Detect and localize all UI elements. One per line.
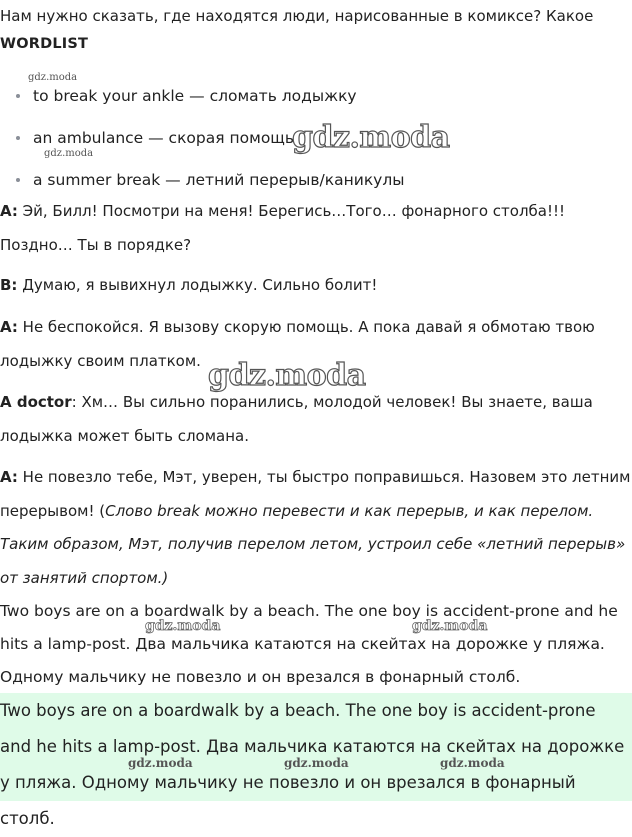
dialogue-text: Думаю, я вывихнул лодыжку. Сильно болит! [17, 276, 378, 294]
dialogue-text: Эй, Билл! Посмотри на меня! Берегись…Того… фонарного столба!!! Поздно… Ты в порядке? [0, 202, 566, 254]
wordlist-item-text: to break your ankle — сломать лодыжку [33, 87, 357, 105]
highlighted-description-text: Two boys are on a boardwalk by a beach. The one boy is accident-prone and he hits a lamp-post. Два мальчика катаются на скейтах на дорожке у пляжа. Одному мальчику не повезло и он врезался в фонарный столб. [0, 701, 625, 828]
watermark-logo: gdz.moda [44, 148, 94, 159]
speaker-label: A doctor [0, 393, 72, 411]
wordlist-item [16, 170, 405, 190]
description-text: Two boys are on a boardwalk by a beach. The one boy is accident-prone and he hits a lamp-post. Два мальчика катаются на скейтах на дорожке у пляжа. Одному мальчику не повезло и он врезался в фонарный столб. [0, 602, 618, 686]
dialogue-line [0, 269, 632, 303]
intro-text: Нам нужно сказать, где находятся люди, нарисованные в комиксе? Какое [0, 7, 594, 25]
speaker-label: A: [0, 468, 18, 486]
wordlist-item-text: an ambulance — скорая помощь [33, 129, 295, 147]
watermark-logo: gdz.moda [292, 120, 450, 155]
dialogue-text: Не повезло тебе, Мэт, уверен, ты быстро поправишься. Назовем это летним перерывом! ( [0, 468, 631, 520]
dialogue-note: Слово break можно перевести и как перерыв, и как перелом. Таким образом, Мэт, получив перелом летом, устроил себе «летний перерыв» от занятий спортом.) [0, 501, 626, 587]
dialogue-line [0, 386, 632, 453]
wordlist-title: WORDLIST [0, 36, 89, 52]
dialogue-text: Не беспокойся. Я вызову скорую помощь. А пока давай я обмотаю твою лодыжку своим платком. [0, 318, 595, 370]
wordlist-item [16, 128, 294, 148]
bullet-dot-icon [16, 94, 20, 98]
watermark-logo: gdz.moda [208, 358, 366, 393]
watermark-logo: gdz.moda [440, 756, 505, 770]
wordlist-item-text: a summer break — летний перерыв/каникулы [33, 171, 405, 189]
wordlist-item [16, 86, 357, 106]
watermark-logo: gdz.moda [412, 618, 488, 634]
watermark-logo: gdz.moda [128, 756, 193, 770]
speaker-label: B: [0, 276, 18, 294]
highlighted-block [0, 693, 632, 828]
watermark-logo: gdz.moda [284, 756, 349, 770]
speaker-label: A: [0, 318, 18, 336]
speaker-label: A: [0, 202, 18, 220]
bullet-dot-icon [16, 178, 20, 182]
bullet-dot-icon [16, 136, 20, 140]
watermark-logo: gdz.moda [145, 618, 221, 634]
dialogue-line [0, 461, 632, 595]
watermark-logo: gdz.moda [28, 72, 78, 83]
dialogue-line [0, 195, 632, 262]
dialogue-text: : Хм… Вы сильно поранились, молодой человек! Вы знаете, ваша лодыжка может быть сломана. [0, 393, 593, 445]
